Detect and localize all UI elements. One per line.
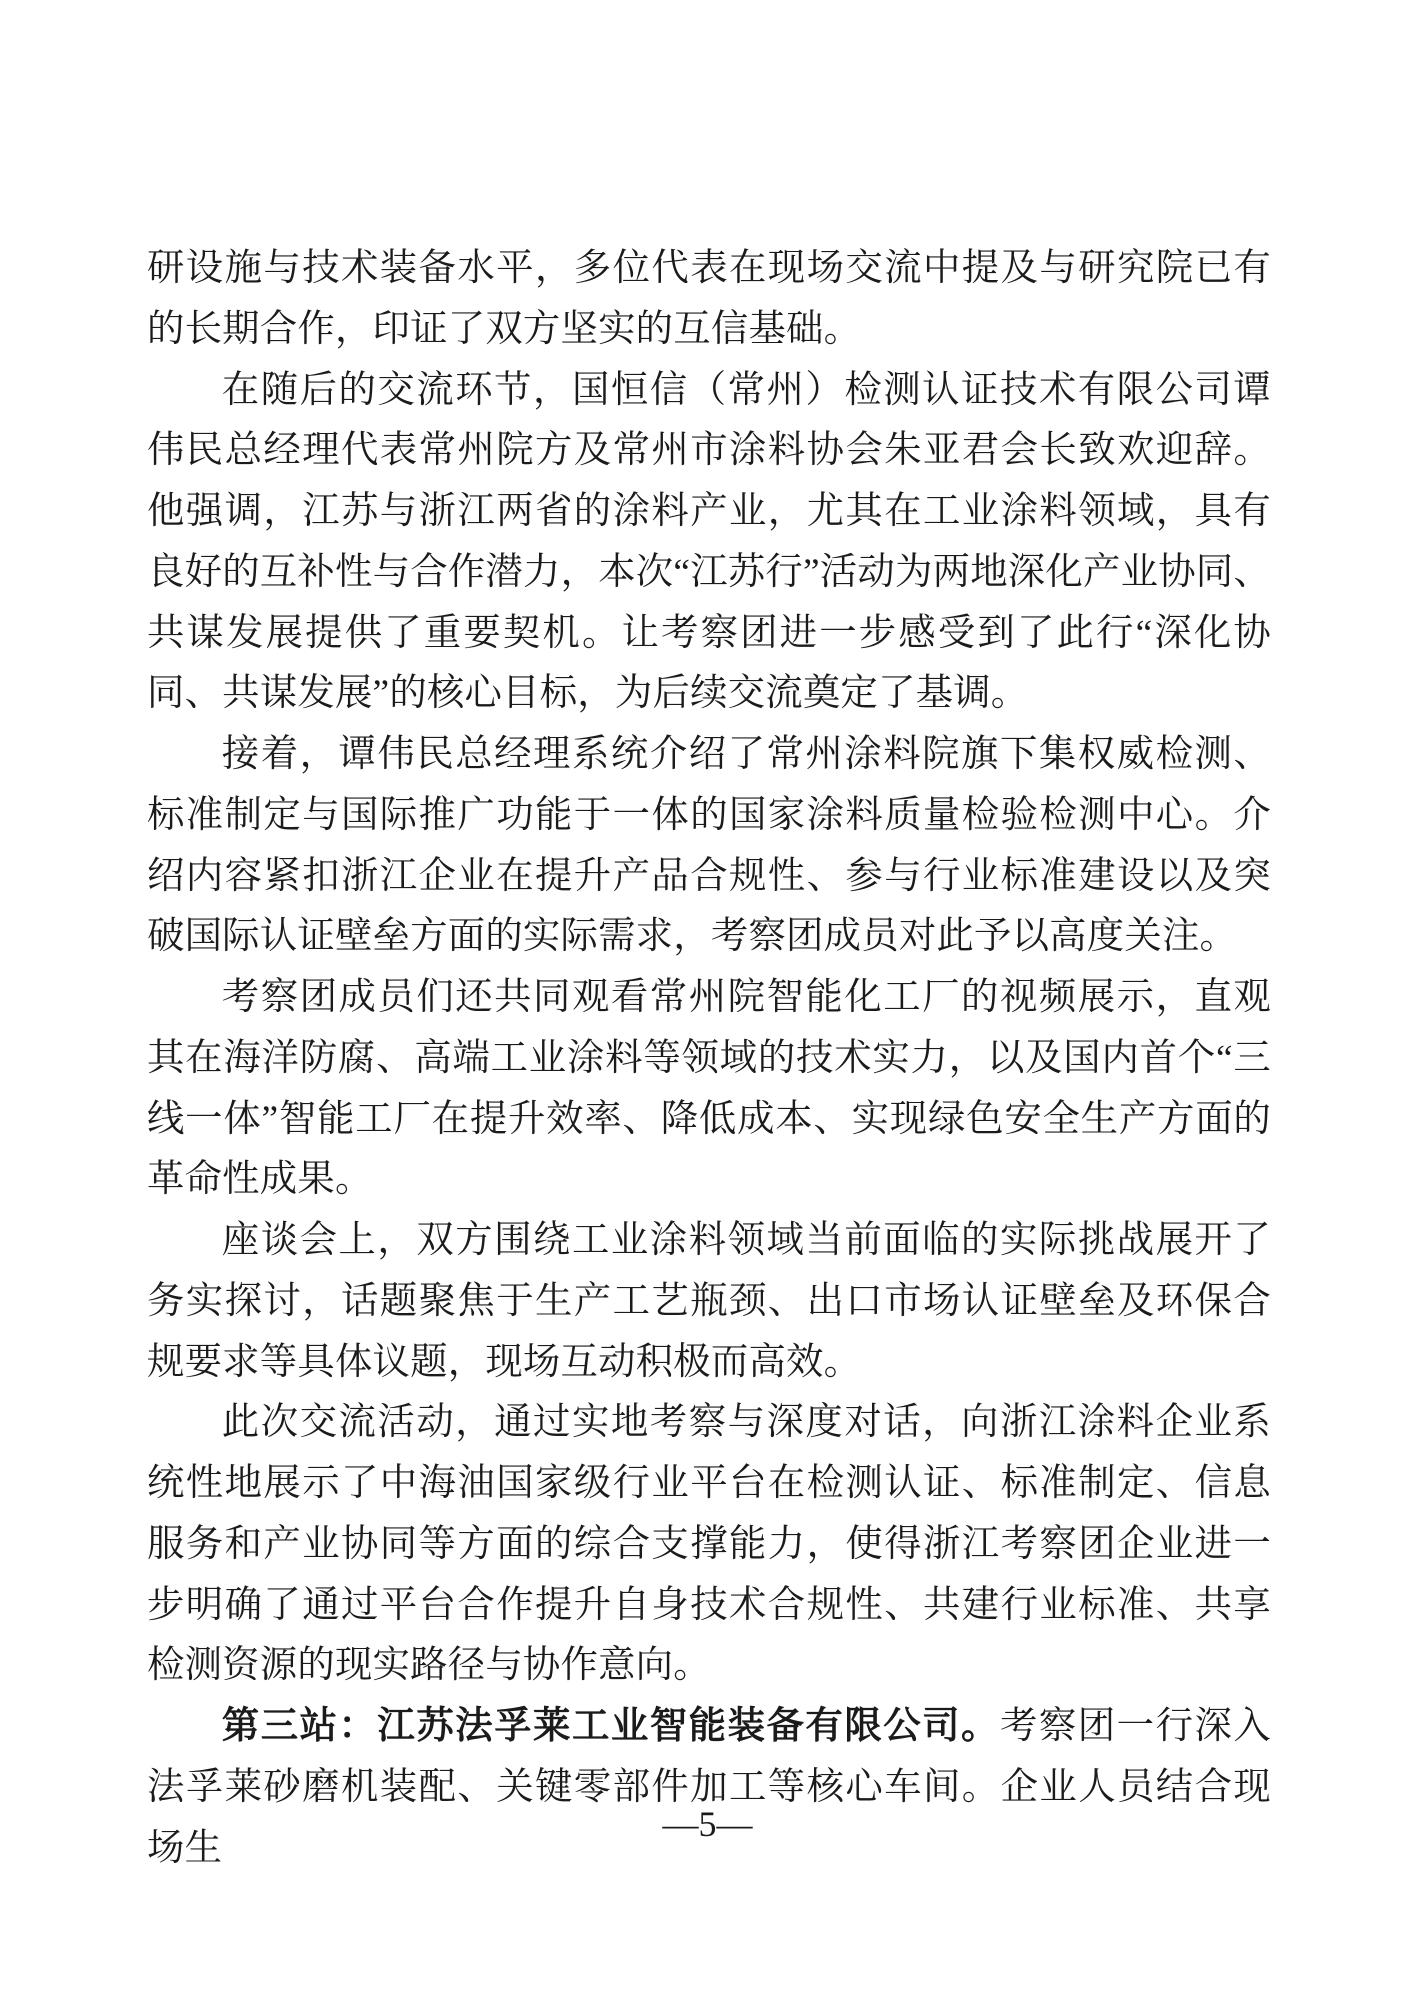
paragraph: 座谈会上，双方围绕工业涂料领域当前面临的实际挑战展开了务实探讨，话题聚焦于生产工艺瓶颈、出口市场认证壁垒及环保合规要求等具体议题，现场互动积极而高效。 [147,1220,1271,1383]
paragraph: 研设施与技术装备水平，多位代表在现场交流中提及与研究院已有的长期合作，印证了双方坚实的互信基础。 [147,248,1271,350]
paragraph: 考察团成员们还共同观看常州院智能化工厂的视频展示，直观其在海洋防腐、高端工业涂料等领域的技术实力，以及国内首个“三线一体”智能工厂在提升效率、降低成本、实现绿色安全生产方面的革命性成果。 [147,977,1271,1201]
paragraph: 在随后的交流环节，国恒信（常州）检测认证技术有限公司谭伟民总经理代表常州院方及常州市涂料协会朱亚君会长致欢迎辞。他强调，江苏与浙江两省的涂料产业，尤其在工业涂料领域，具有良好的互补性与合作潜力，本次“江苏行”活动为两地深化产业协同、共谋发展提供了重要契机。让考察团进一步感受到了此行“深化协同、共谋发展”的核心目标，为后续交流奠定了基调。 [147,369,1271,715]
paragraph: 第三站：江苏法孚莱工业智能装备有限公司。考察团一行深入法孚莱砂磨机装配、关键零部件加工等核心车间。企业人员结合现场生 [147,1706,1271,1869]
bold-run: 第三站：江苏法孚莱工业智能装备有限公司。 [221,1706,1000,1747]
paragraph: 接着，谭伟民总经理系统介绍了常州涂料院旗下集权威检测、标准制定与国际推广功能于一体的国家涂料质量检验检测中心。介绍内容紧扣浙江企业在提升产品合规性、参与行业标准建设以及突破国际认证壁垒方面的实际需求，考察团成员对此予以高度关注。 [147,734,1271,958]
page-number: —5— [662,1804,753,1844]
paragraph: 此次交流活动，通过实地考察与深度对话，向浙江涂料企业系统性地展示了中海油国家级行业平台在检测认证、标准制定、信息服务和产业协同等方面的综合支撑能力，使得浙江考察团企业进一步明确了通过平台合作提升自身技术合规性、共建行业标准、共享检测资源的现实路径与协作意向。 [147,1402,1271,1687]
document-body [147,239,1271,1879]
